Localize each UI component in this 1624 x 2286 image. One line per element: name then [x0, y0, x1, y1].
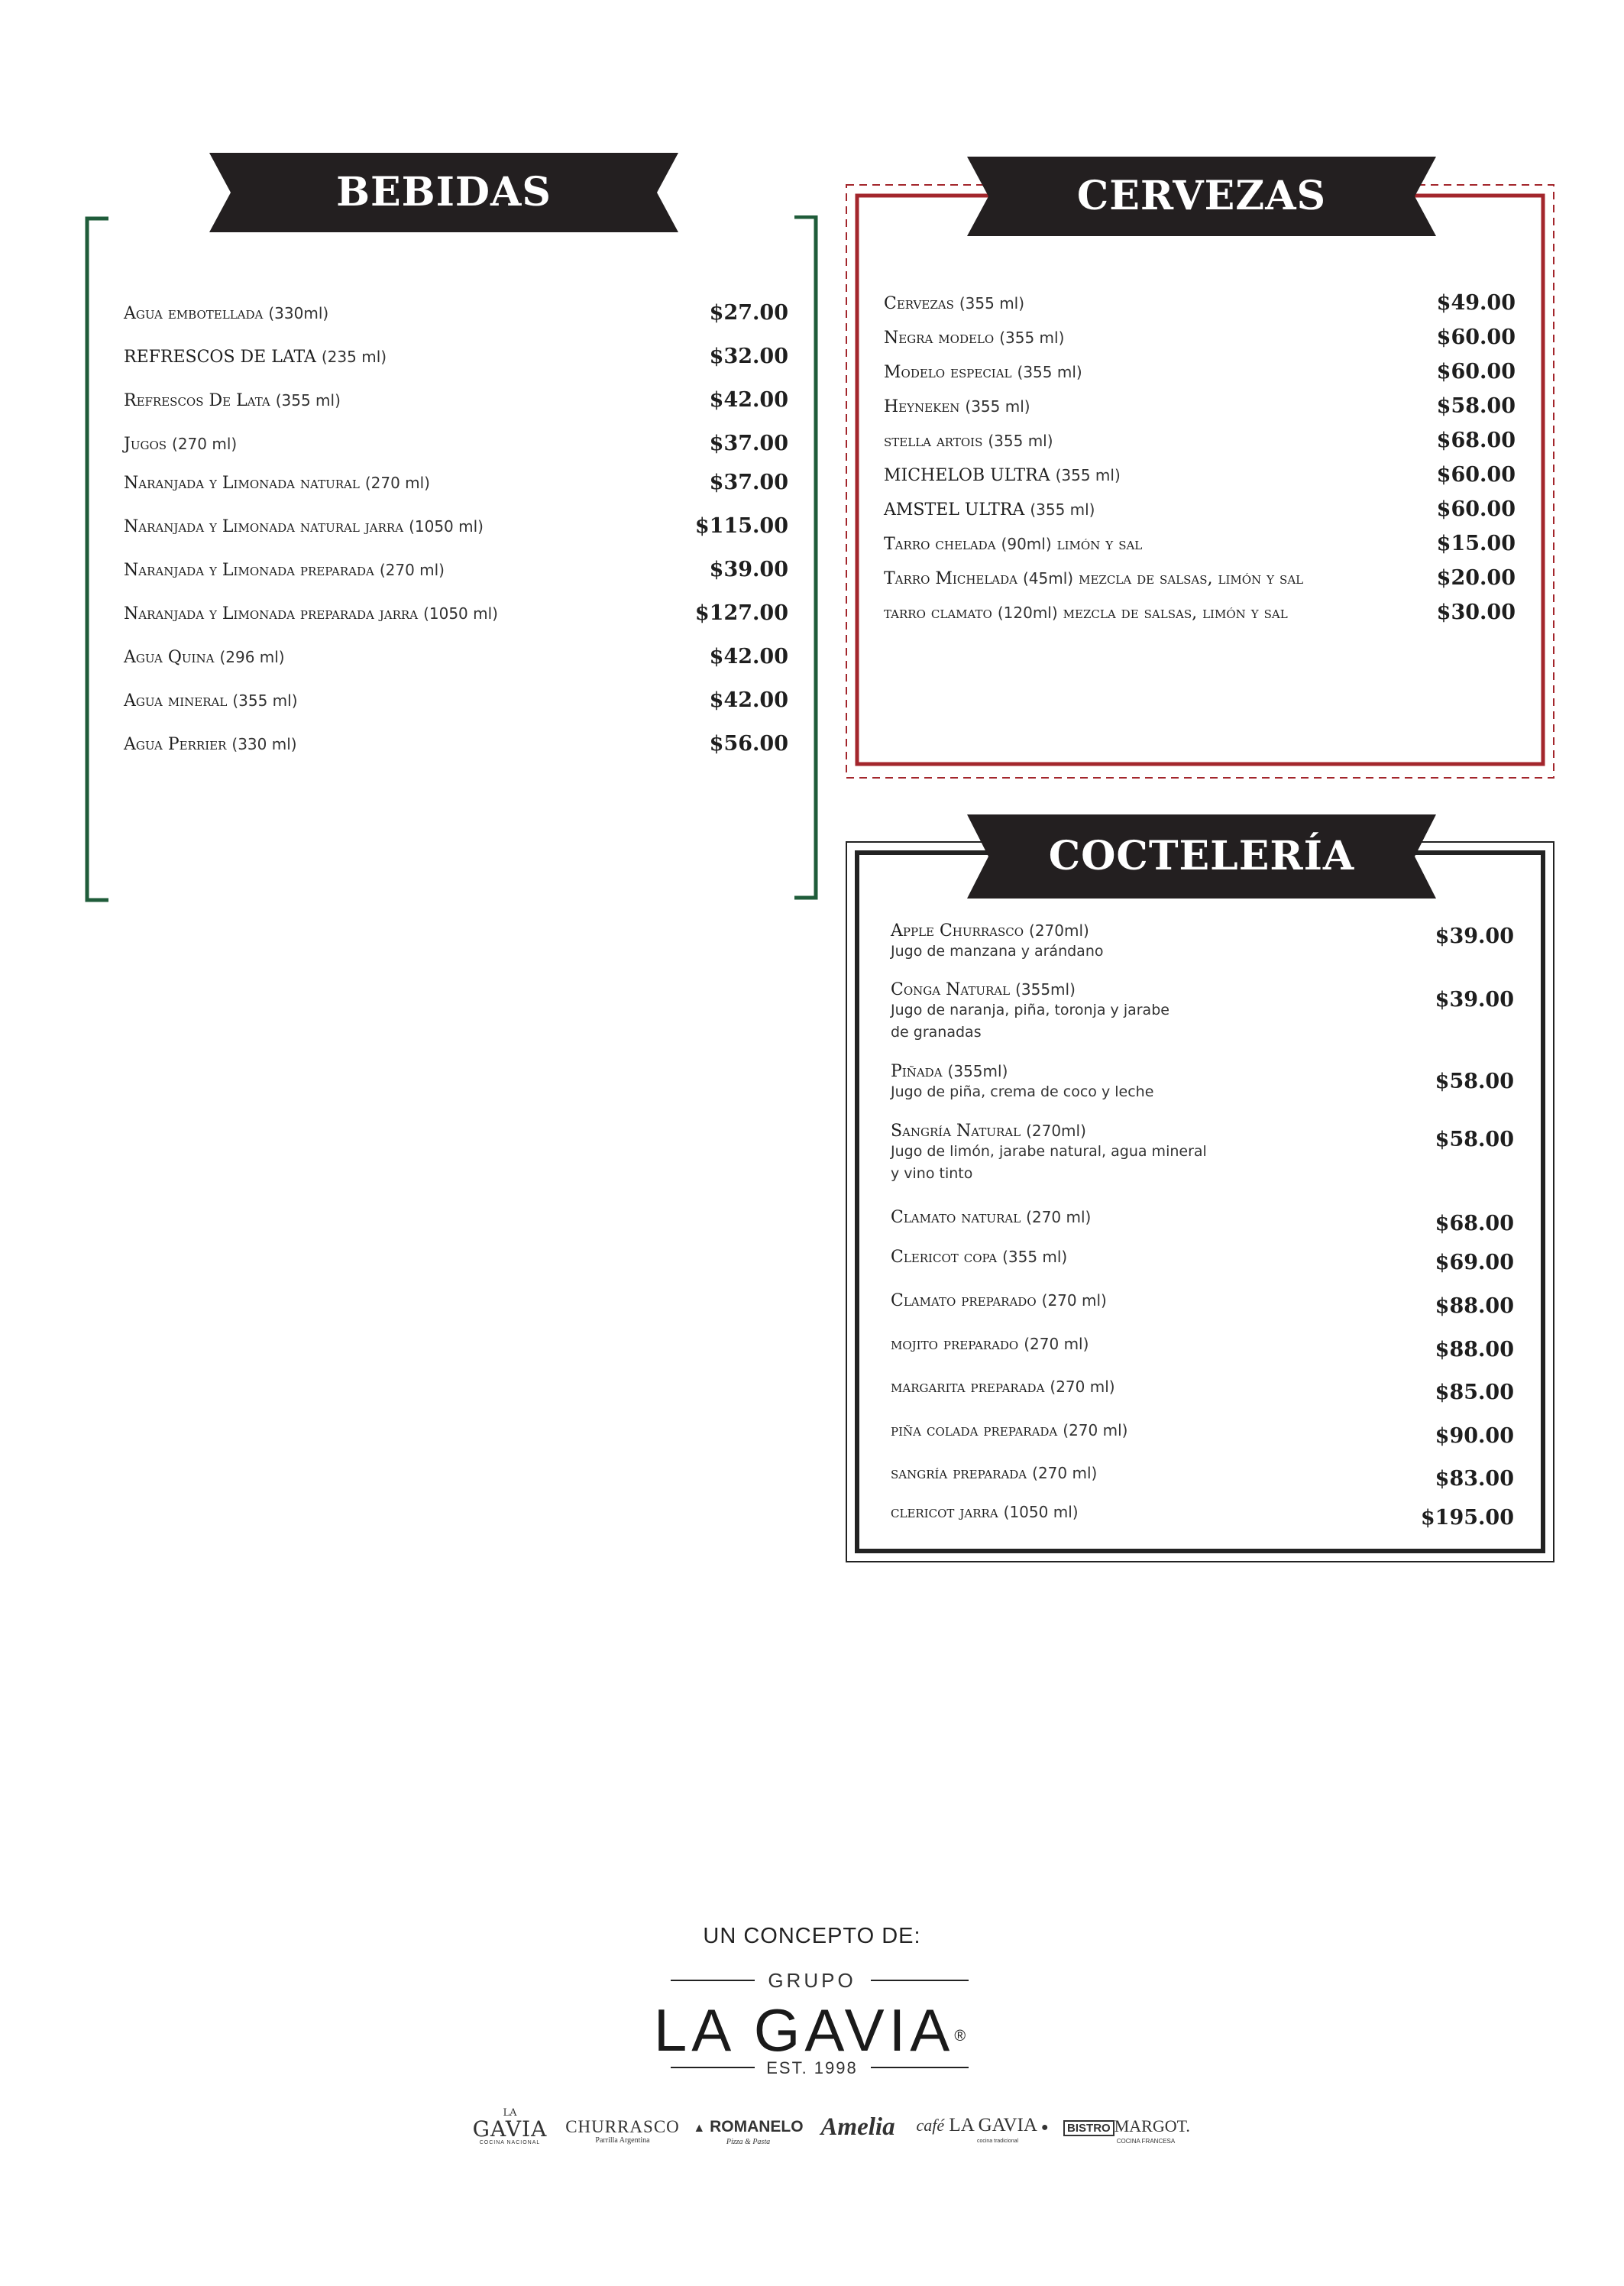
item-name: Cervezas — [884, 294, 954, 313]
bebidas-item — [124, 604, 498, 623]
item-description: Jugo de naranja, piña, toronja y jarabe — [891, 1002, 1169, 1018]
item-name: Agua Quina — [124, 648, 215, 667]
item-name-line — [891, 1503, 1079, 1522]
item-name: REFRESCOS DE LATA — [124, 348, 316, 367]
brand-la-gavia-sub: COCINA NACIONAL — [479, 2140, 541, 2145]
item-price: $69.00 — [1435, 1251, 1514, 1274]
item-name: Modelo especial — [884, 363, 1012, 382]
brand-amelia: Amelia — [820, 2113, 895, 2141]
bebidas-item — [124, 435, 237, 454]
item-name: Clamato natural — [891, 1208, 1021, 1227]
bebidas-item — [124, 735, 297, 754]
brand-cafe-name: LA GAVIA — [949, 2115, 1037, 2135]
item-name: AMSTEL ULTRA — [884, 500, 1025, 520]
bebidas-item — [124, 648, 285, 667]
brand-la-gavia-top: LA — [503, 2107, 517, 2119]
cervezas-item — [884, 604, 1288, 623]
item-description: de granadas — [891, 1024, 982, 1041]
cocteleria-item — [891, 1335, 1089, 1354]
item-name-line — [891, 1208, 1091, 1227]
cocteleria-item — [891, 1122, 1207, 1185]
item-name-line — [891, 1122, 1207, 1141]
item-size: (355 ml) — [1002, 1248, 1068, 1266]
item-price: $15.00 — [1436, 532, 1516, 555]
item-price: $83.00 — [1435, 1467, 1514, 1491]
item-price: $60.00 — [1436, 360, 1516, 384]
item-name: Apple Churrasco — [891, 921, 1024, 941]
item-extra: mezcla de salsas, limón y sal — [1079, 569, 1304, 588]
cocteleria-item — [891, 921, 1104, 963]
brand-romanelo-sub: Pizza & Pasta — [726, 2138, 771, 2146]
item-size: (270 ml) — [1032, 1464, 1098, 1482]
brand-la-gavia-name: GAVIA — [472, 2116, 548, 2142]
item-extra: mezcla de salsas, limón y sal — [1063, 604, 1288, 623]
item-description: y vino tinto — [891, 1165, 973, 1182]
item-price: $60.00 — [1436, 325, 1516, 349]
brand-churrasco-name: CHURRASCO — [565, 2117, 680, 2136]
item-name-line — [891, 1335, 1089, 1354]
bebidas-item — [124, 691, 298, 711]
brand-churrasco-sub: Parrilla Argentina — [595, 2136, 650, 2145]
item-extra: limón y sal — [1056, 535, 1143, 554]
item-size: (355 ml) — [988, 432, 1053, 450]
item-price: $88.00 — [1435, 1338, 1514, 1362]
bebidas-item — [124, 474, 430, 493]
item-price: $42.00 — [709, 688, 788, 712]
item-size: (355 ml) — [275, 391, 341, 410]
item-description: Jugo de manzana y arándano — [891, 943, 1104, 960]
cocteleria-item — [891, 1062, 1153, 1103]
item-size: (1050 ml) — [423, 604, 498, 623]
item-price: $88.00 — [1435, 1294, 1514, 1318]
item-size: (330ml) — [268, 304, 329, 322]
item-name: Refrescos De Lata — [124, 391, 270, 410]
item-name: margarita preparada — [891, 1378, 1045, 1397]
bebidas-item — [124, 517, 484, 536]
brand-romanelo — [689, 2118, 807, 2146]
bebidas-item — [124, 348, 387, 367]
item-size: (235 ml) — [321, 348, 387, 366]
item-name: clericot jarra — [891, 1503, 998, 1522]
brand-romanelo-text: ROMANELO — [710, 2118, 804, 2135]
item-size: (270 ml) — [1026, 1208, 1092, 1226]
item-name-line — [891, 1421, 1127, 1440]
cervezas-item — [884, 432, 1053, 451]
item-price: $60.00 — [1436, 497, 1516, 521]
cocteleria-item — [891, 1421, 1127, 1440]
item-size: (355 ml) — [1055, 466, 1121, 484]
item-name-line — [891, 1378, 1115, 1397]
item-name-line — [891, 1062, 1153, 1081]
item-size: (270 ml) — [172, 435, 238, 453]
bebidas-item — [124, 391, 341, 410]
item-size: (355 ml) — [965, 397, 1030, 416]
item-name: Agua mineral — [124, 691, 228, 711]
bebidas-title: BEBIDAS — [336, 169, 552, 215]
item-name: sangría preparada — [891, 1464, 1027, 1483]
cocteleria-item — [891, 1503, 1079, 1522]
item-size: (45ml) — [1023, 569, 1074, 588]
item-price: $60.00 — [1436, 463, 1516, 487]
item-price: $195.00 — [1420, 1506, 1514, 1530]
item-price: $37.00 — [709, 432, 788, 455]
cervezas-item — [884, 500, 1095, 520]
grupo-label: GRUPO — [768, 1969, 856, 1992]
item-name: Clericot copa — [891, 1248, 998, 1267]
brand-margot-name: MARGOT. — [1114, 2116, 1190, 2135]
item-price: $39.00 — [1435, 988, 1514, 1012]
item-name-line — [891, 1291, 1107, 1310]
item-price: $68.00 — [1435, 1212, 1514, 1235]
item-price: $127.00 — [694, 601, 788, 625]
item-name: Heyneken — [884, 397, 960, 416]
item-name: Sangría Natural — [891, 1122, 1021, 1141]
brand-bistro-box: BISTRO — [1063, 2120, 1114, 2136]
brand-bistro-margot — [1062, 2117, 1192, 2145]
item-size: (355 ml) — [1017, 363, 1082, 381]
cocteleria-item — [891, 1208, 1091, 1227]
item-price: $115.00 — [694, 514, 788, 538]
brand-cafe-sub: cocina tradicional — [976, 2139, 1019, 2144]
item-size: (355 ml) — [999, 329, 1065, 347]
item-size: (270 ml) — [1063, 1421, 1128, 1439]
item-size: (120ml) — [997, 604, 1058, 622]
brand-bistro-sub: COCINA FRANCESA — [1116, 2138, 1176, 2145]
cervezas-item — [884, 466, 1121, 485]
bebidas-item — [124, 561, 445, 580]
item-description: Jugo de piña, crema de coco y leche — [891, 1083, 1154, 1100]
cocteleria-item — [891, 1248, 1067, 1267]
item-size: (270 ml) — [1041, 1291, 1107, 1310]
item-name: Tarro chelada — [884, 535, 996, 554]
item-name: Piñada — [891, 1062, 943, 1081]
item-price: $90.00 — [1435, 1424, 1514, 1448]
item-size: (355 ml) — [1030, 500, 1095, 519]
item-size: (296 ml) — [219, 648, 285, 666]
item-size: (270ml) — [1026, 1122, 1086, 1140]
item-size: (270 ml) — [379, 561, 445, 579]
item-price: $58.00 — [1435, 1070, 1514, 1093]
item-price: $85.00 — [1435, 1381, 1514, 1404]
item-price: $68.00 — [1436, 429, 1516, 452]
item-size: (270 ml) — [1024, 1335, 1089, 1353]
la-gavia-logo-text: LA GAVIA — [653, 1996, 955, 2064]
cocteleria-item — [891, 980, 1169, 1044]
cervezas-item — [884, 397, 1030, 416]
item-price: $58.00 — [1435, 1128, 1514, 1151]
item-name: Clamato preparado — [891, 1291, 1037, 1310]
item-name: stella artois — [884, 432, 983, 451]
item-size: (1050 ml) — [1003, 1503, 1079, 1521]
bebidas-item — [124, 304, 328, 323]
item-price: $42.00 — [709, 645, 788, 669]
item-name-line — [891, 1464, 1097, 1483]
cocteleria-item — [891, 1464, 1097, 1483]
item-name: Naranjada y Limonada preparada jarra — [124, 604, 419, 623]
brand-cafe-la-gavia — [914, 2115, 1051, 2144]
brand-cafe-pre: café — [916, 2116, 945, 2135]
item-size: (270 ml) — [364, 474, 430, 492]
cervezas-item — [884, 569, 1303, 588]
brand-cafe-line — [914, 2115, 1051, 2139]
item-name: mojito preparado — [891, 1335, 1019, 1354]
item-name: Negra modelo — [884, 329, 995, 348]
item-price: $27.00 — [709, 301, 788, 325]
la-gavia-logo — [644, 1996, 980, 2064]
cervezas-header — [967, 157, 1436, 236]
est-label: EST. 1998 — [766, 2058, 858, 2077]
romanelo-icon: ▲ — [693, 2122, 706, 2135]
item-size: (270 ml) — [1050, 1378, 1115, 1396]
item-name-line — [891, 980, 1169, 999]
item-name: Conga Natural — [891, 980, 1011, 999]
item-size: (330 ml) — [231, 735, 297, 753]
item-name: Naranjada y Limonada natural — [124, 474, 360, 493]
item-name: tarro clamato — [884, 604, 992, 623]
cervezas-item — [884, 329, 1064, 348]
brand-romanelo-name — [689, 2118, 807, 2138]
item-size: (355 ml) — [232, 691, 298, 710]
item-name: Jugos — [124, 435, 167, 454]
item-price: $20.00 — [1436, 566, 1516, 590]
item-name-line — [891, 1248, 1067, 1267]
item-price: $42.00 — [709, 388, 788, 412]
brand-bistro-line — [1062, 2117, 1192, 2138]
item-description: Jugo de limón, jarabe natural, agua mineral — [891, 1143, 1207, 1160]
item-price: $39.00 — [1435, 924, 1514, 948]
brand-churrasco — [565, 2118, 680, 2145]
item-price: $39.00 — [709, 558, 788, 581]
item-price: $32.00 — [709, 345, 788, 368]
cervezas-item — [884, 294, 1024, 313]
item-name: Agua Perrier — [124, 735, 227, 754]
item-name: Naranjada y Limonada natural jarra — [124, 517, 404, 536]
item-price: $30.00 — [1436, 601, 1516, 624]
item-price: $56.00 — [709, 732, 788, 756]
item-name: MICHELOB ULTRA — [884, 466, 1050, 485]
item-price: $49.00 — [1436, 291, 1516, 315]
cocteleria-item — [891, 1378, 1115, 1397]
item-size: (355ml) — [1015, 980, 1076, 999]
item-size: (90ml) — [1001, 535, 1052, 553]
cocteleria-header — [967, 814, 1436, 894]
item-name-line — [891, 921, 1104, 941]
lightbulb-icon: ● — [1040, 2121, 1049, 2134]
cervezas-item — [884, 363, 1082, 382]
item-size: (355 ml) — [959, 294, 1025, 312]
concept-label: UN CONCEPTO DE: — [703, 1924, 921, 1948]
cocteleria-title: COCTELERÍA — [1048, 833, 1355, 879]
cervezas-item — [884, 535, 1142, 554]
item-size: (270ml) — [1029, 921, 1089, 940]
cocteleria-item — [891, 1291, 1107, 1310]
cervezas-title: CERVEZAS — [1076, 173, 1327, 219]
item-size: (355ml) — [947, 1062, 1008, 1080]
item-name: Agua embotellada — [124, 304, 264, 323]
item-price: $58.00 — [1436, 394, 1516, 418]
item-name: piña colada preparada — [891, 1421, 1058, 1440]
brand-la-gavia — [466, 2107, 554, 2145]
item-name: Tarro Michelada — [884, 569, 1017, 588]
item-name: Naranjada y Limonada preparada — [124, 561, 374, 580]
item-size: (1050 ml) — [409, 517, 484, 536]
registered-mark: ® — [954, 2028, 971, 2045]
item-price: $37.00 — [709, 471, 788, 494]
